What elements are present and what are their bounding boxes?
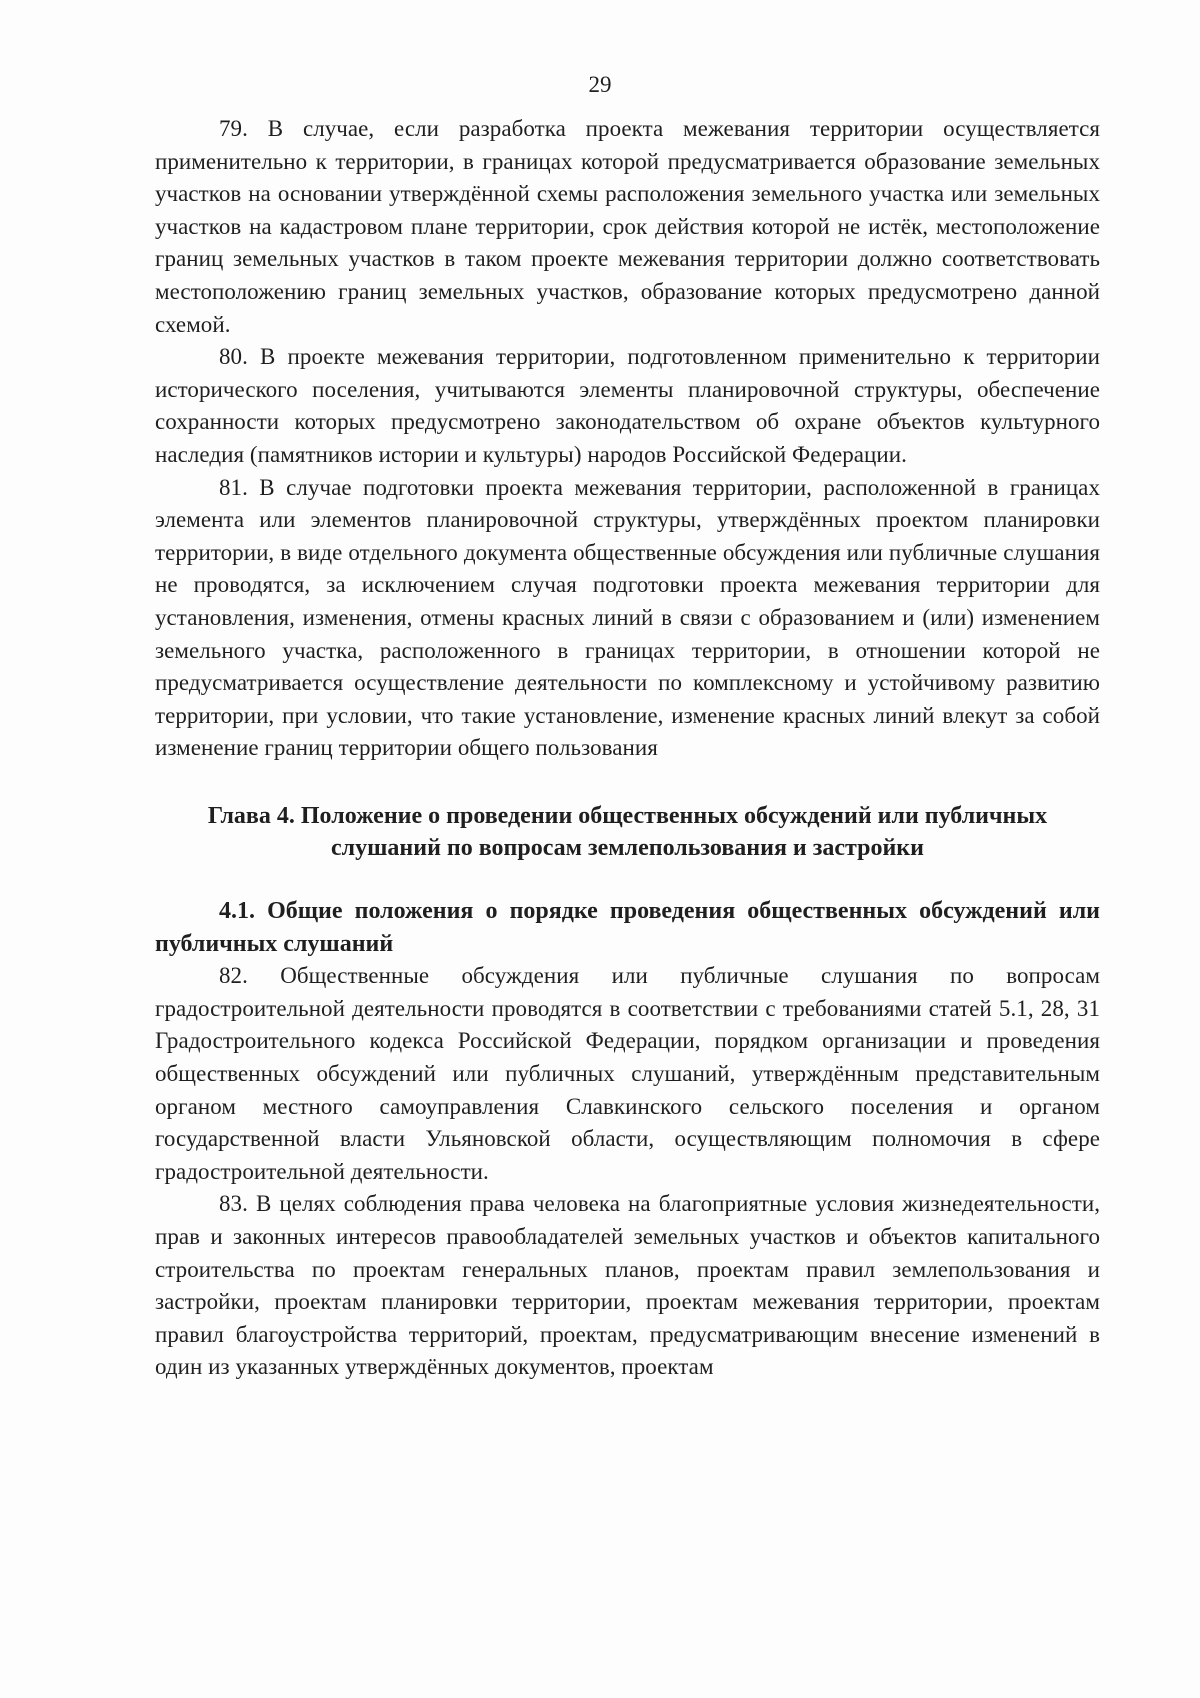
chapter-title: Глава 4. Положение о проведении общественных обсуждений или публичных слушаний по вопросам землепользования и застройки xyxy=(207,802,1048,862)
paragraph-80: 80. В проекте межевания территории, подготовленном применительно к территории исторического поселения, учитываются элементы планировочной структуры, обеспечение сохранности которых предусмотрено законодательством об охране объектов культурного наследия (памятников истории и культуры) народов Российской Федерации. xyxy=(155,344,1100,467)
paragraph-82: 82. Общественные обсуждения или публичные слушания по вопросам градостроительной деятельности проводятся в соответствии с требованиями статей 5.1, 28, 31 Градостроительного кодекса Российской Федерации, порядком организации и проведения общественных обсуждений или публичных слушаний, утверждённым представительным органом местного самоуправления Славкинского сельского поселения и органом государственной власти Ульяновской области, осуществляющим полномочия в сфере градостроительной деятельности. xyxy=(155,963,1100,1184)
paragraph-79: 79. В случае, если разработка проекта межевания территории осуществляется применительно к территории, в границах которой предусматривается образование земельных участков на основании утверждённой схемы расположения земельного участка или земельных участков на кадастровом плане территории, срок действия которой не истёк, местоположение границ земельных участков в таком проекте межевания территории должно соответствовать местоположению границ земельных участков, образование которых предусмотрено данной схемой. xyxy=(155,116,1100,337)
page-number: 29 xyxy=(588,72,612,97)
document-body xyxy=(155,113,1100,1384)
paragraph-81: 81. В случае подготовки проекта межевания территории, расположенной в границах элемента или элементов планировочной структуры, утверждённых проектом планировки территории, в виде отдельного документа общественные обсуждения или публичные слушания не проводятся, за исключением случая подготовки проекта межевания территории для установления, изменения, отмены красных линий в связи с образованием и (или) изменением земельного участка, расположенного в границах территории, в отношении которой не предусматривается осуществление деятельности по комплексному и устойчивому развитию территории, при условии, что такие установление, изменение красных линий влекут за собой изменение границ территории общего пользования xyxy=(155,474,1100,761)
section-title: 4.1. Общие положения о порядке проведения общественных обсуждений или публичных слушаний xyxy=(155,898,1100,957)
paragraph-83: 83. В целях соблюдения права человека на благоприятные условия жизнедеятельности, прав и законных интересов правообладателей земельных участков и объектов капитального строительства по проектам генеральных планов, проектам правил землепользования и застройки, проектам планировки территории, проектам межевания территории, проектам правил благоустройства территорий, проектам, предусматривающим внесение изменений в один из указанных утверждённых документов, проектам xyxy=(155,1191,1100,1380)
